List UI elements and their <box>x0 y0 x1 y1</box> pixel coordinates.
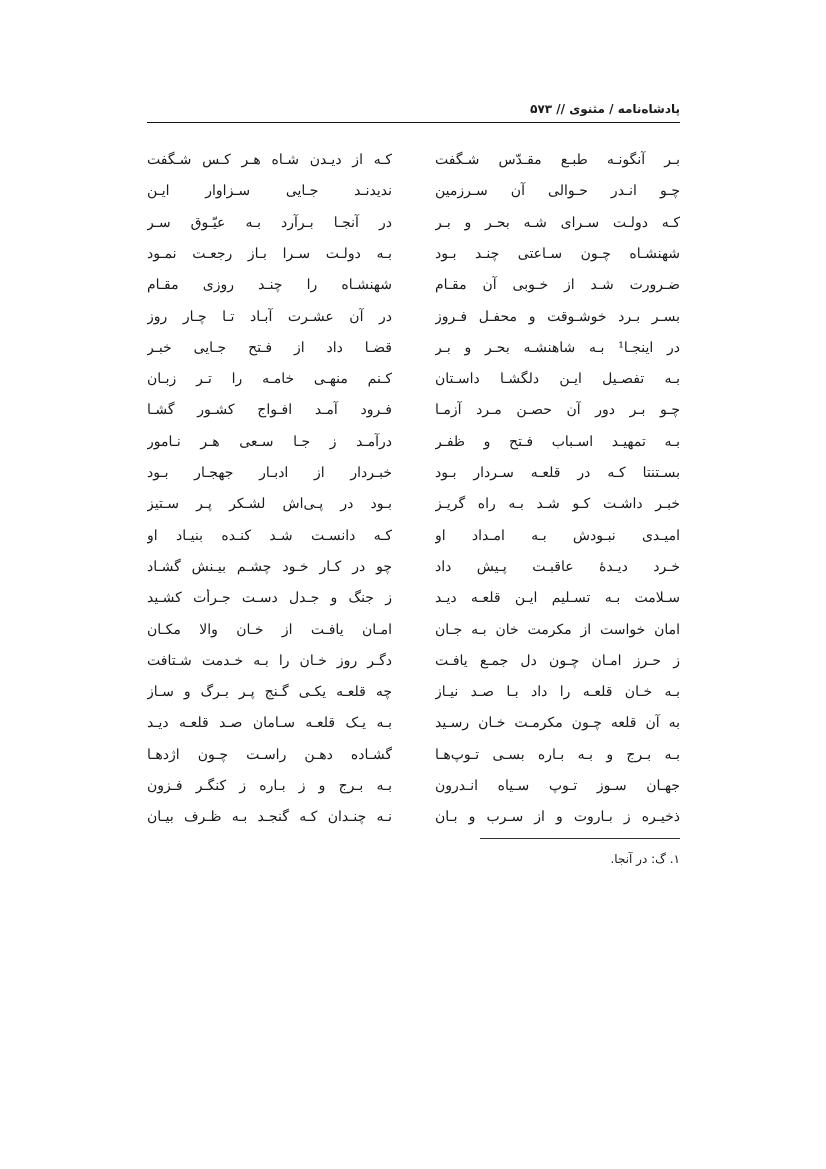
first-hemistich: بـر آنگونـه طبـع مقـدّس شـگفت <box>435 152 680 168</box>
running-head: پادشاه‌نامه / مثنوی // ۵۷۳ <box>530 102 680 116</box>
couplet <box>147 580 680 612</box>
second-hemistich: ندیدنـد جـایی سـزاوار ایـن <box>147 183 392 200</box>
couplet <box>147 612 680 644</box>
couplet <box>147 455 680 487</box>
first-hemistich: ضـرورت شـد از خـوبی آن مقـام <box>435 277 680 294</box>
first-hemistich: بـه بـرج و بـه بـاره بسـی تـوپ‌هـا <box>435 746 680 763</box>
couplet <box>147 518 680 550</box>
page-header <box>147 96 680 123</box>
second-hemistich: چه قلعـه یکـی گـنج پـر بـرگ و سـاز <box>147 684 392 701</box>
couplet <box>147 267 680 299</box>
second-hemistich: گشـاده دهـن راسـت چـون اژدهـا <box>147 746 392 763</box>
first-hemistich: چـو بـر دور آن حصـن مـرد آزمـا <box>435 402 680 419</box>
couplet <box>147 705 680 737</box>
first-hemistich: بـه تفصـیل ایـن دلگشـا داسـتان <box>435 371 680 388</box>
couplet <box>147 486 680 518</box>
couplet <box>147 142 680 174</box>
first-hemistich: کـه دولـت سـرای شـه بحـر و بـر <box>435 214 680 231</box>
first-hemistich: ز حـرز امـان چـون دل جمـع یافـت <box>435 652 680 669</box>
first-hemistich: سـلامت بـه تسـلیم ایـن قلعـه دیـد <box>435 590 680 607</box>
couplet <box>147 643 680 675</box>
first-hemistich: بسـر بـرد خوشـوقت و محفـل فـروز <box>435 308 680 325</box>
first-hemistich: جهـان سـوز تـوپ سـیاه انـدرون <box>435 778 680 794</box>
second-hemistich: بـود در پـی‌اش لشـکر پـر سـتیز <box>147 496 392 513</box>
couplet <box>147 799 680 831</box>
first-hemistich: شهنشـاه چـون سـاعتی چنـد بـود <box>435 245 680 262</box>
second-hemistich: بـه بـرج و ز بـاره ز کنگـر فـزون <box>147 778 392 794</box>
first-hemistich: بـه خـان قلعـه را داد بـا صـد نیـاز <box>435 684 680 701</box>
couplet <box>147 299 680 331</box>
couplet <box>147 173 680 205</box>
second-hemistich: خبـردار از ادبـار جهجـار بـود <box>147 465 392 481</box>
second-hemistich: قضـا داد از فـتح جـایی خبـر <box>147 339 392 356</box>
second-hemistich: در آنجـا بـرآرد بـه عیّـوق سـر <box>147 214 392 231</box>
first-hemistich: به آن قلعه چـون مکرمـت خـان رسـید <box>435 715 680 732</box>
second-hemistich: چو در کـار خـود چشـم بیـنش گشـاد <box>147 558 392 575</box>
couplet <box>147 674 680 706</box>
second-hemistich: درآمـد ز جـا سـعی هـر نـامور <box>147 433 392 450</box>
second-hemistich: کـه دانسـت شـد کنـده بنیـاد او <box>147 527 392 544</box>
second-hemistich: کـنم منهـی خامـه را تـر زبـان <box>147 371 392 388</box>
couplet <box>147 205 680 237</box>
couplet <box>147 330 680 362</box>
second-hemistich: امـان یافـت از خـان والا مکـان <box>147 621 392 638</box>
couplet <box>147 549 680 581</box>
second-hemistich: کـه از دیـدن شـاه هـر کـس شـگفت <box>147 152 392 168</box>
first-hemistich: خبـر داشـت کـو شـد بـه راه گریـز <box>435 496 680 513</box>
first-hemistich: امان خواست از مکرمت خان بـه جـان <box>435 621 680 638</box>
first-hemistich: بسـتنتا کـه در قلعـه سـردار بـود <box>435 465 680 481</box>
first-hemistich: خـرد دیـدهٔ عاقبـت پـیش داد <box>435 558 680 575</box>
first-hemistich: بـه تمهیـد اسـباب فـتح و ظفـر <box>435 433 680 450</box>
second-hemistich: بـه دولـت سـرا بـاز رجعـت نمـود <box>147 245 392 262</box>
footnote-divider <box>480 838 680 839</box>
second-hemistich: ز جنگ و جـدل دسـت جـرأت کشـید <box>147 590 392 607</box>
second-hemistich: دگـر روز خـان را بـه خـدمت شـتافت <box>147 652 392 669</box>
first-hemistich: در اینجـا¹ بـه شاهنشـه بحـر و بـر <box>435 339 680 356</box>
second-hemistich: فـرود آمـد افـواج کشـور گشـا <box>147 402 392 419</box>
couplet <box>147 392 680 424</box>
second-hemistich: بـه یـک قلعـه سـامان صـد قلعـه دیـد <box>147 715 392 732</box>
second-hemistich: نـه چنـدان کـه گنجـد بـه ظـرف بیـان <box>147 809 392 826</box>
first-hemistich: امیـدی نبـودش بـه امـداد او <box>435 527 680 544</box>
first-hemistich: ذخیـره ز بـاروت و از سـرب و بـان <box>435 809 680 826</box>
couplet <box>147 424 680 456</box>
couplet <box>147 361 680 393</box>
couplet <box>147 737 680 769</box>
first-hemistich: چـو انـدر حـوالی آن سـرزمین <box>435 183 680 200</box>
couplet <box>147 236 680 268</box>
second-hemistich: در آن عشـرت آبـاد تـا چـار روز <box>147 308 392 325</box>
footnote: ۱. گ: در آنجا. <box>610 852 680 866</box>
second-hemistich: شهنشـاه را چنـد روزی مقـام <box>147 277 392 294</box>
couplet <box>147 768 680 800</box>
